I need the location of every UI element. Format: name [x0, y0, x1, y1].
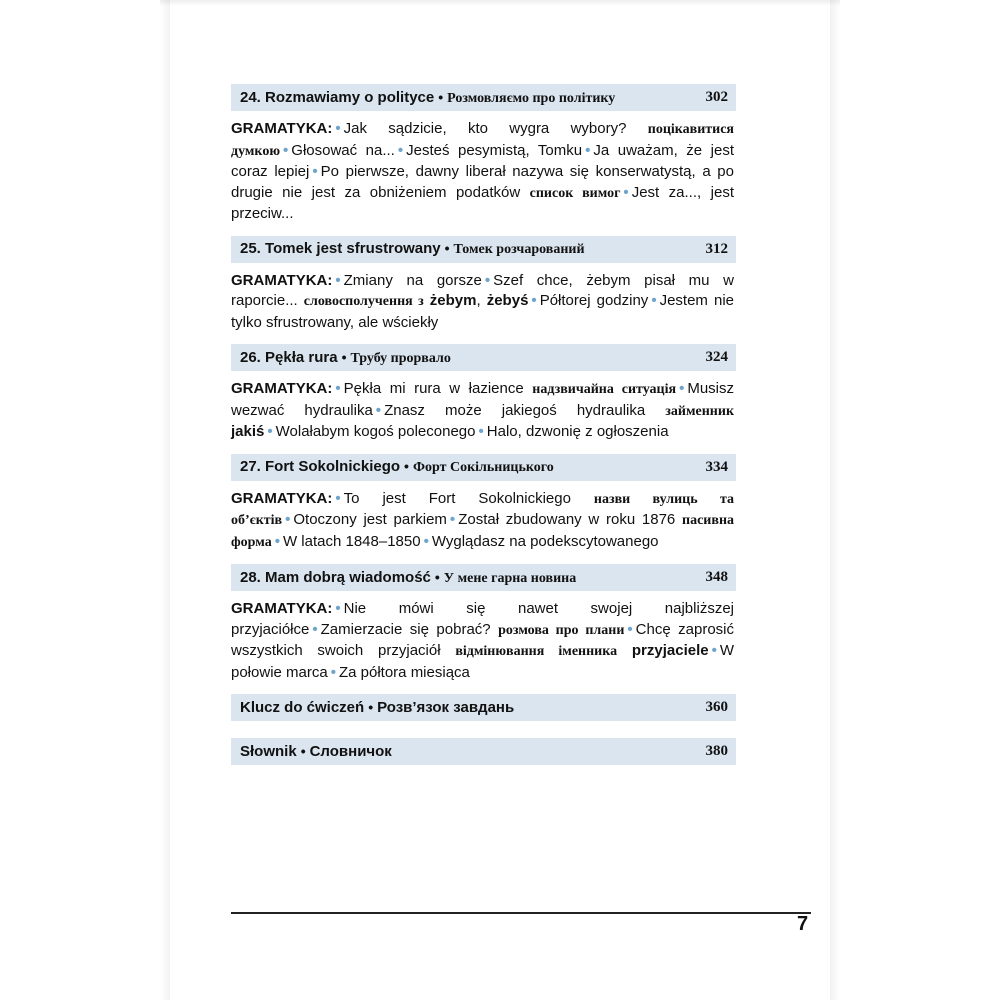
section-heading-bar[interactable]: [231, 738, 736, 765]
bullet-separator: •: [585, 141, 591, 159]
grammar-topics: [231, 379, 736, 443]
bullet-separator: •: [627, 620, 633, 638]
bullet-separator: •: [335, 271, 341, 289]
chapter-title-polish: 25. Tomek jest sfrustrowany: [240, 240, 441, 257]
toc-entry: [231, 344, 736, 443]
grammar-topic: Chcę zaprosić wszystkich swoich przyjaciół: [231, 620, 734, 659]
bullet-separator: •: [335, 600, 341, 617]
bullet-separator: •: [404, 458, 409, 474]
grammar-note-ukrainian: назви вулиць та об’єктів: [231, 491, 734, 528]
toc-entry: [231, 454, 736, 554]
bullet-separator: •: [312, 163, 318, 180]
grammar-topic: Został zbudowany w roku 1876: [458, 511, 676, 528]
grammar-topic: W połowie marca: [231, 642, 735, 681]
bullet-separator: •: [335, 380, 341, 397]
grammar-topic: Musisz wezwać hydraulika: [231, 380, 734, 419]
bullet-separator: •: [438, 88, 444, 105]
grammar-note-ukrainian: займенник: [665, 403, 735, 419]
chapter-title: [240, 458, 554, 476]
bullet-separator: •: [300, 743, 306, 759]
grammar-topic: Jest za..., jest przeciw...: [231, 183, 734, 222]
grammar-label: GRAMATYKA:: [231, 489, 333, 507]
bullet-separator: •: [423, 532, 429, 550]
bullet-separator: •: [444, 240, 450, 256]
section-title: [240, 743, 392, 760]
toc-entry: [231, 564, 736, 683]
page-top-edge: [160, 0, 840, 6]
grammar-topic: Ja uważam, że jest coraz lepiej: [231, 141, 734, 180]
grammar-topics: [231, 599, 736, 683]
chapter-heading-bar[interactable]: [231, 236, 736, 263]
chapter-page-number: 348: [705, 569, 728, 585]
grammar-note-ukrainian: відмінювання іменника: [455, 644, 618, 659]
bullet-separator: •: [375, 401, 382, 419]
chapter-heading-bar[interactable]: [231, 564, 736, 591]
section-title-ukrainian: Словничок: [309, 743, 392, 760]
grammar-topic: Jak sądzicie, kto wygra wybory?: [343, 120, 627, 137]
chapter-heading-bar[interactable]: [231, 454, 736, 481]
toc-entry: [231, 738, 736, 765]
bullet-separator: •: [623, 183, 629, 201]
grammar-topic: Głosować na...: [291, 141, 395, 159]
chapter-page-number: 302: [705, 89, 728, 105]
bullet-separator: •: [397, 141, 404, 159]
grammar-topics: [231, 489, 736, 554]
chapter-heading-bar[interactable]: [231, 344, 736, 371]
chapter-title-polish: 27. Fort Sokolnickiego: [240, 458, 401, 475]
page-shadow-left: [160, 0, 170, 1000]
page-number: 7: [797, 913, 809, 935]
chapter-title-polish: 26. Pękła rura: [240, 348, 338, 366]
chapter-page-number: 324: [705, 349, 728, 365]
grammar-topic: Otoczony jest parkiem: [293, 511, 447, 528]
grammar-topic: Wolałabym kogoś poleconego: [275, 423, 476, 440]
bullet-separator: •: [434, 568, 440, 585]
grammar-note-ukrainian: надзвичайна ситуація: [532, 382, 677, 397]
section-title-polish: Klucz do ćwiczeń: [240, 699, 365, 716]
section-page-number: 380: [705, 743, 728, 759]
bullet-separator: •: [283, 141, 289, 159]
grammar-topic: W latach 1848–1850: [282, 532, 421, 550]
grammar-topic: Po pierwsze, dawny liberał nazywa się konserwatystą, a po drugie nie jest za obniżeniem podatków: [231, 163, 734, 201]
grammar-note-ukrainian: розмова про плани: [498, 622, 625, 638]
footer-rule: [231, 912, 811, 914]
table-of-contents: [231, 84, 736, 782]
bullet-separator: •: [484, 271, 491, 289]
chapter-heading-bar[interactable]: [231, 84, 736, 111]
bullet-separator: •: [651, 292, 657, 309]
grammar-label: GRAMATYKA:: [231, 120, 333, 137]
grammar-note-ukrainian: пасивна форма: [231, 513, 735, 550]
chapter-title-polish: 28. Mam dobrą wiadomość: [240, 568, 431, 586]
bullet-separator: •: [341, 348, 347, 365]
grammar-keyword: żebyś: [486, 292, 529, 309]
grammar-topic: To jest Fort Sokolnickiego: [343, 489, 571, 507]
toc-entry: [231, 84, 736, 225]
bullet-separator: •: [335, 489, 341, 507]
grammar-topics: GRAMATYKA: • Zmiany na gorsze • Szef chce, żebym pisał mu w raporcie... словосполучення з żebym, żebyś • Półtorej godziny • Jestem nie tylko sfrustrowany, ale wściekły: [231, 271, 735, 331]
bullet-separator: •: [285, 511, 291, 528]
bullet-separator: •: [478, 423, 484, 440]
grammar-note-ukrainian: словосполучення з: [303, 294, 424, 309]
grammar-note-ukrainian: список вимог: [529, 185, 621, 201]
toc-entry: [231, 236, 736, 334]
chapter-title-ukrainian: Форт Сокільницького: [412, 460, 554, 475]
bullet-separator: •: [449, 511, 456, 528]
grammar-keyword: żebym: [429, 292, 477, 309]
chapter-title: [240, 240, 585, 258]
chapter-page-number: 312: [705, 240, 728, 257]
grammar-topic: Halo, dzwonię z ogłoszenia: [486, 423, 669, 440]
grammar-topic: Szef chce, żebym pisał mu w raporcie...: [231, 271, 735, 309]
bullet-separator: •: [312, 620, 318, 638]
bullet-separator: •: [531, 292, 537, 309]
chapter-title: [240, 569, 576, 587]
grammar-label: GRAMATYKA:: [231, 380, 333, 397]
grammar-topic: Półtorej godziny: [539, 292, 649, 309]
page-shadow-right: [830, 0, 840, 1000]
grammar-topic: Zamierzacie się pobrać?: [320, 620, 491, 638]
bullet-separator: •: [711, 642, 717, 659]
chapter-title-ukrainian: Томек розчарований: [453, 242, 585, 257]
grammar-label: GRAMATYKA:: [231, 271, 333, 289]
bullet-separator: •: [679, 380, 685, 397]
grammar-topics: [231, 119, 736, 225]
section-page-number: 360: [705, 699, 728, 715]
bullet-separator: •: [335, 120, 341, 137]
section-title-polish: Słownik: [240, 743, 297, 760]
section-title: [240, 699, 514, 716]
grammar-keyword: jakiś: [231, 423, 265, 440]
grammar-topic: Jestem nie tylko sfrustrowany, ale wściekły: [231, 292, 734, 331]
grammar-topic: Nie mówi się nawet swojej najbliższej przyjaciółce: [231, 600, 734, 638]
section-heading-bar[interactable]: [231, 694, 736, 721]
grammar-keyword: przyjaciele: [631, 642, 709, 659]
chapter-page-number: 334: [705, 458, 728, 475]
grammar-topic: Zmiany na gorsze: [343, 271, 482, 289]
bullet-separator: •: [267, 423, 273, 440]
bullet-separator: •: [274, 532, 280, 550]
chapter-title-ukrainian: Трубу прорвало: [350, 350, 451, 366]
bullet-separator: •: [330, 663, 336, 681]
grammar-topic: Pękła mi rura w łazience: [343, 380, 524, 397]
chapter-title-polish: 24. Rozmawiamy o polityce: [240, 88, 435, 106]
toc-entry: [231, 694, 736, 721]
grammar-topic: Znasz może jakiegoś hydraulika: [384, 401, 646, 419]
bullet-separator: •: [368, 699, 374, 715]
grammar-topic: Wyglądasz na podekscytowanego: [431, 532, 659, 550]
grammar-note-ukrainian: поцікавитися думкою: [231, 122, 735, 159]
grammar-topic: Jesteś pesymistą, Tomku: [406, 141, 583, 159]
grammar-topic: Za półtora miesiąca: [338, 663, 470, 681]
grammar-label: GRAMATYKA:: [231, 600, 333, 617]
chapter-title-ukrainian: У мене гарна новина: [443, 570, 577, 586]
chapter-title-ukrainian: Розмовляємо про політику: [447, 90, 616, 106]
chapter-title: [240, 349, 451, 367]
chapter-title: [240, 89, 615, 107]
section-title-ukrainian: Розв’язок завдань: [377, 699, 515, 716]
